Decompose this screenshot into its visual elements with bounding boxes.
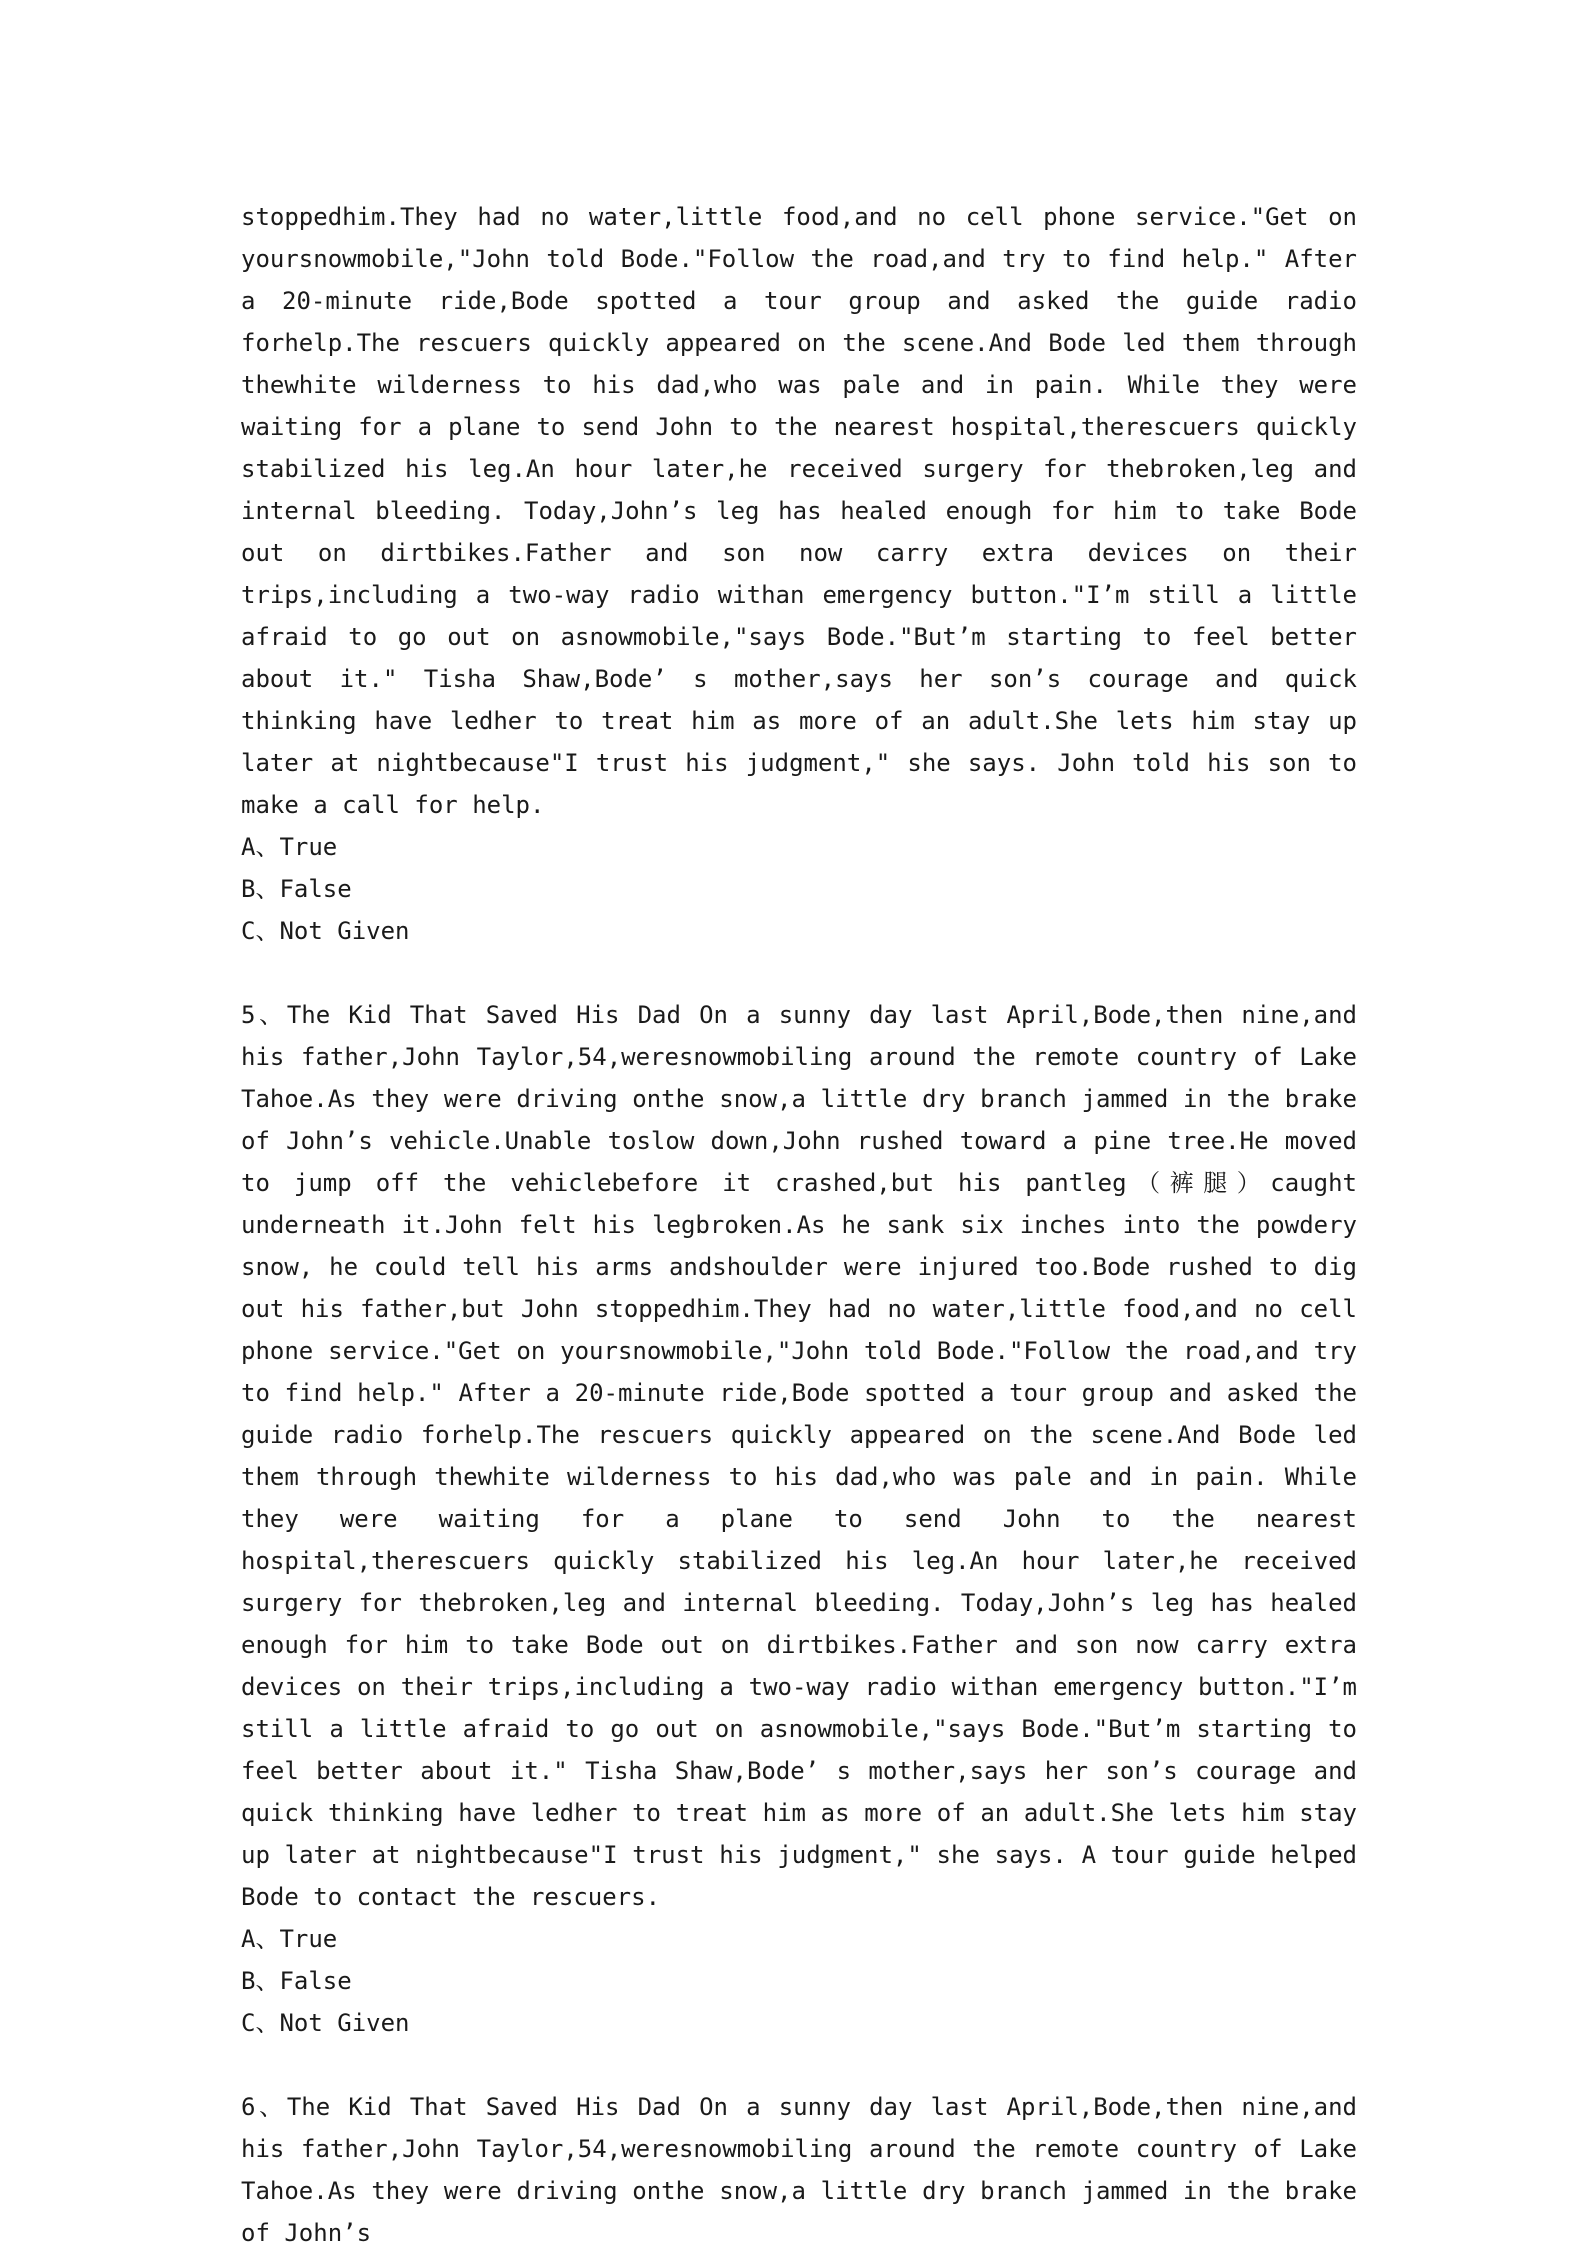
question-5-option-b: B、False <box>241 1967 352 1995</box>
page-content <box>241 196 1357 2254</box>
question-5-option-a: A、True <box>241 1925 338 1953</box>
question-4-passage: stoppedhim.They had no water,little food,and no cell phone service."Get on yoursnowmobile,"John told Bode."Follow the road,and try to find help." After a 20-minute ride,Bode spotted a tour group and asked the guide radio forhelp.The rescuers quickly appeared on the scene.And Bode led them through thewhite wilderness to his dad,who was pale and in pain. While they were waiting for a plane to send John to the nearest hospital,therescuers quickly stabilized his leg.An hour later,he received surgery for thebroken,leg and internal bleeding. Today,John’s leg has healed enough for him to take Bode out on dirtbikes.Father and son now carry extra devices on their trips,including a two-way radio withan emergency button."I’m still a little afraid to go out on asnowmobile,"says Bode."But’m starting to feel better about it." Tisha Shaw,Bode’ s mother,says her son’s courage and quick thinking have ledher to treat him as more of an adult.She lets him stay up later at nightbecause"I trust his judgment," she says. John told his son to make a call for help. <box>241 203 1357 819</box>
question-6-passage: 6、The Kid That Saved His Dad On a sunny day last April,Bode,then nine,and his father,John Taylor,54,weresnowmobiling around the remote country of Lake Tahoe.As they were driving onthe snow,a little dry branch jammed in the brake of John’s <box>241 2093 1357 2247</box>
spacer <box>241 2044 1357 2086</box>
spacer <box>241 952 1357 994</box>
question-5-passage: 5、The Kid That Saved His Dad On a sunny day last April,Bode,then nine,and his father,John Taylor,54,weresnowmobiling around the remote country of Lake Tahoe.As they were driving onthe snow,a little dry branch jammed in the brake of John’s vehicle.Unable toslow down,John rushed toward a pine tree.He moved to jump off the vehiclebefore it crashed,but his pantleg（裤腿）caught underneath it.John felt his legbroken.As he sank six inches into the powdery snow, he could tell his arms andshoulder were injured too.Bode rushed to dig out his father,but John stoppedhim.They had no water,little food,and no cell phone service."Get on yoursnowmobile,"John told Bode."Follow the road,and try to find help." After a 20-minute ride,Bode spotted a tour group and asked the guide radio forhelp.The rescuers quickly appeared on the scene.And Bode led them through thewhite wilderness to his dad,who was pale and in pain. While they were waiting for a plane to send John to the nearest hospital,therescuers quickly stabilized his leg.An hour later,he received surgery for thebroken,leg and internal bleeding. Today,John’s leg has healed enough for him to take Bode out on dirtbikes.Father and son now carry extra devices on their trips,including a two-way radio withan emergency button."I’m still a little afraid to go out on asnowmobile,"says Bode."But’m starting to feel better about it." Tisha Shaw,Bode’ s mother,says her son’s courage and quick thinking have ledher to treat him as more of an adult.She lets him stay up later at nightbecause"I trust his judgment," she says. A tour guide helped Bode to contact the rescuers. <box>241 1001 1357 1911</box>
question-4-option-b: B、False <box>241 875 352 903</box>
question-5-option-c: C、Not Given <box>241 2009 410 2037</box>
question-4-option-a: A、True <box>241 833 338 861</box>
question-4-option-c: C、Not Given <box>241 917 410 945</box>
